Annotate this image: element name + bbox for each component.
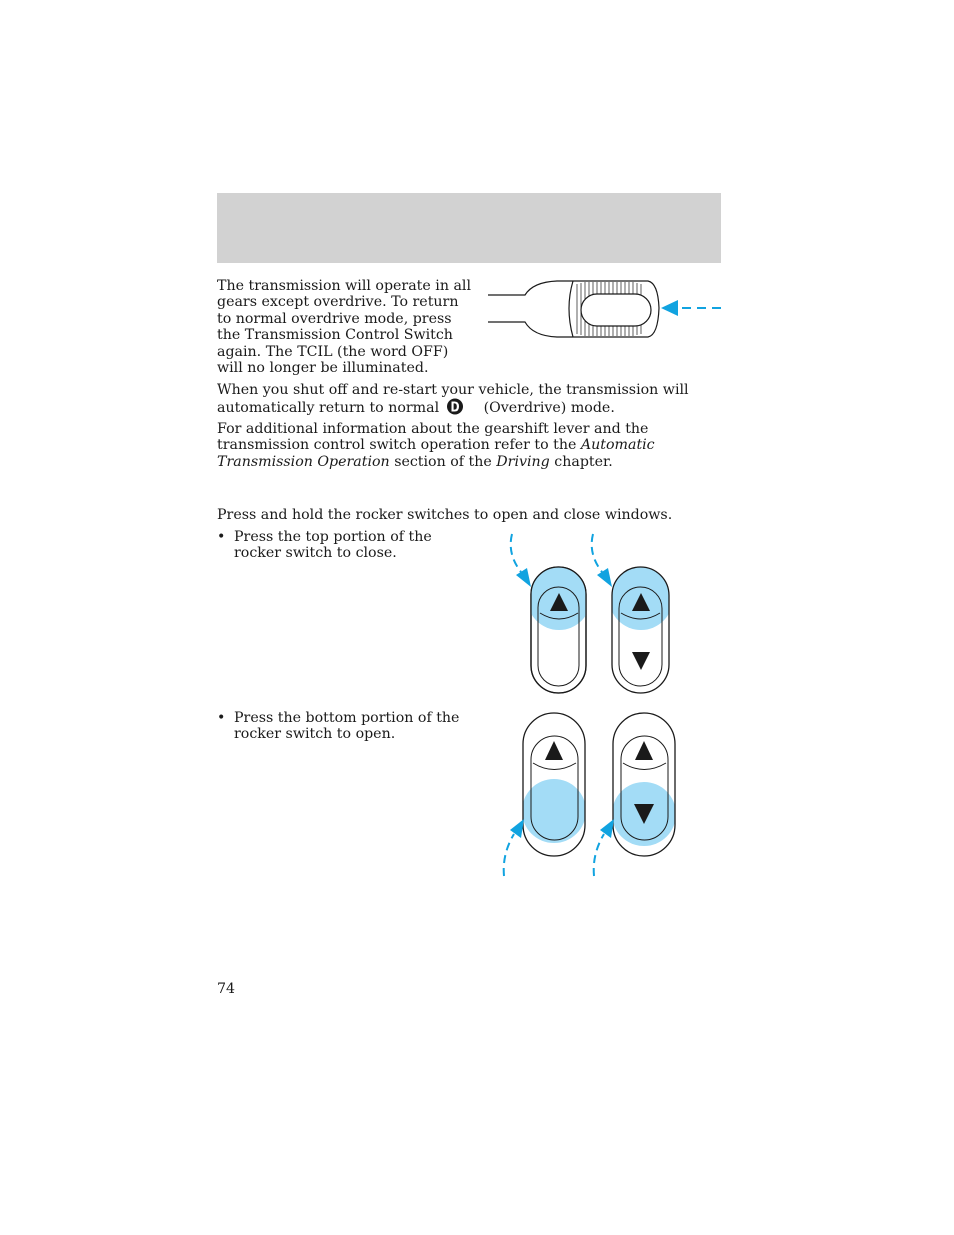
windows-intro: Press and hold the rocker switches to open and close windows. (217, 507, 673, 523)
restart-text-after: (Overdrive) mode. (483, 400, 615, 417)
bullet-close (217, 529, 467, 562)
bullet-marker: • (217, 529, 226, 545)
gearshift-lever-drawing (488, 281, 659, 337)
press-pointer-arrow-icon (511, 534, 531, 587)
info-text-a: For additional information about the gearshift lever and the transmission control switch operation refer to the (217, 421, 649, 454)
bullet-close-text: Press the top portion of the rocker switch to close. (234, 529, 432, 562)
window-switch-open-illustration (495, 706, 685, 878)
gearshift-lever-illustration (485, 278, 725, 344)
info-italic-reference: Automatic Transmission Operation (217, 437, 655, 470)
additional-info-paragraph (217, 421, 722, 470)
transmission-paragraph: The transmission will operate in all gears except overdrive. To return to normal overdrive mode, press the Transmission Control Switch again. The TCIL (the word OFF) will no longer be illuminated. (217, 278, 471, 377)
restart-text-before: When you shut off and re-start your vehicle, the transmission will automatically return to normal (217, 382, 689, 417)
transmission-control-switch (581, 294, 651, 326)
press-pointer-arrow-icon (504, 819, 524, 876)
info-text-c: chapter. (554, 453, 613, 470)
rocker-switch-left (527, 566, 591, 693)
press-pointer-arrow-icon (592, 534, 612, 587)
info-text-b: section of the (394, 453, 492, 470)
bullet-open-text: Press the bottom portion of the rocker switch to open. (234, 710, 460, 743)
restart-paragraph (217, 382, 722, 417)
rocker-switch-left (522, 713, 586, 856)
bullet-open (217, 710, 467, 743)
page-number: 74 (217, 981, 236, 997)
window-switch-close-illustration (495, 528, 685, 700)
section-header-band (217, 193, 721, 263)
press-pointer-arrow-icon (594, 819, 614, 876)
rocker-switch-right (609, 566, 673, 693)
rocker-switch-right (612, 713, 676, 856)
bullet-marker: • (217, 710, 226, 726)
overdrive-d-icon (446, 398, 464, 415)
info-italic-chapter: Driving (496, 453, 550, 470)
pointer-arrow-icon (661, 300, 721, 316)
